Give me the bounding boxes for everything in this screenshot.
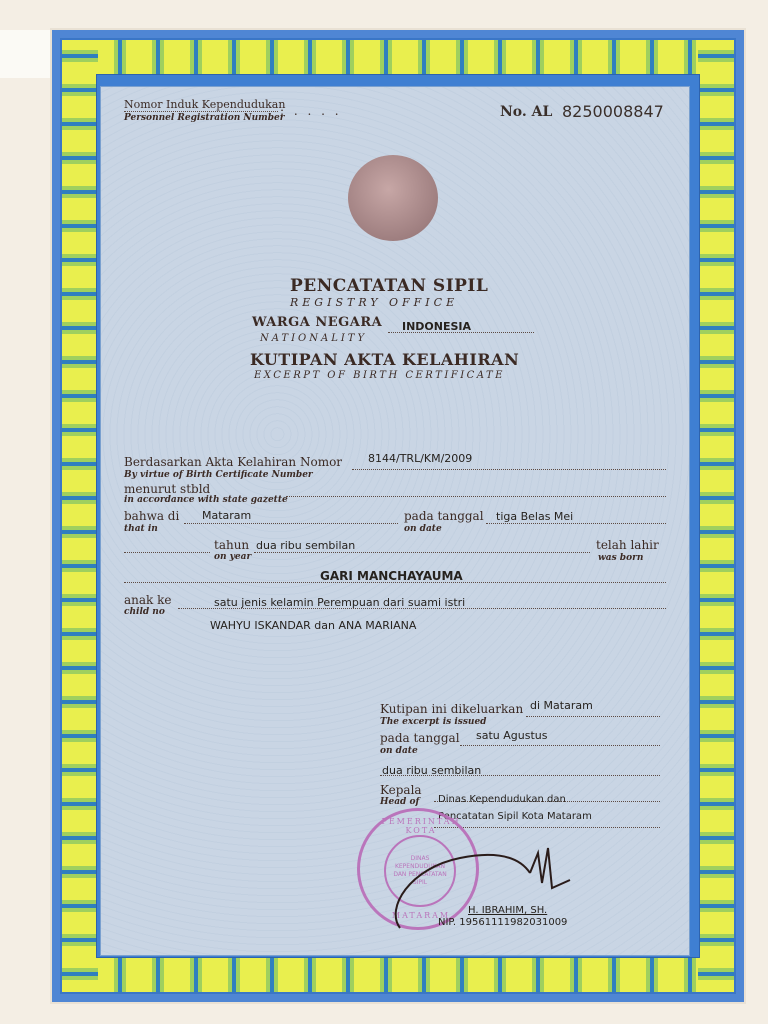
head-label-en: Head of <box>380 797 420 807</box>
date-label-en: on date <box>404 524 442 534</box>
nik-label-en: Personnel Registration Number <box>124 113 285 123</box>
cert-no-label-en: By virtue of Birth Certificate Number <box>124 470 313 480</box>
issued-label-en: The excerpt is issued <box>380 717 487 727</box>
cert-no-label: Berdasarkan Akta Kelahiran Nomor <box>124 455 343 469</box>
number-prefix: No. AL <box>500 104 553 120</box>
child-no-label: anak ke <box>124 593 172 607</box>
date-value: tiga Belas Mei <box>496 510 574 523</box>
issue-date-value: satu Agustus <box>476 729 548 742</box>
certificate-number: 8250008847 <box>562 102 664 121</box>
nationality-label: WARGA NEGARA <box>252 315 383 330</box>
nationality-label-en: NATIONALITY <box>260 333 368 344</box>
year-label: tahun <box>214 538 250 552</box>
nationality-value: INDONESIA <box>402 320 472 333</box>
issue-date-label-en: on date <box>380 746 418 756</box>
child-no-value: satu jenis kelamin Perempuan dari suami istri <box>214 596 466 609</box>
child-name: GARI MANCHAYAUMA <box>320 569 463 583</box>
issue-date-label: pada tanggal <box>380 731 460 745</box>
tape <box>0 30 60 78</box>
place-value: Mataram <box>202 509 252 522</box>
stamp-top-text: PEMERINTAH KOTA <box>381 817 461 835</box>
registry-title: PENCATATAN SIPIL <box>290 276 489 296</box>
excerpt-title: KUTIPAN AKTA KELAHIRAN <box>250 350 520 369</box>
stbld-label: menurut stbld <box>124 482 211 496</box>
nik-dots: : . . . . <box>280 104 342 118</box>
issue-year-value: dua ribu sembilan <box>382 764 482 777</box>
official-name: H. IBRAHIM, SH. <box>468 905 548 916</box>
born-label-en: was born <box>598 553 644 563</box>
year-value: dua ribu sembilan <box>256 539 356 552</box>
issued-value: di Mataram <box>530 699 593 712</box>
child-no-label-en: child no <box>124 607 165 617</box>
excerpt-title-en: EXCERPT OF BIRTH CERTIFICATE <box>254 370 505 381</box>
cert-no-value: 8144/TRL/KM/2009 <box>368 452 473 465</box>
nik-label: Nomor Induk Kependudukan <box>124 98 286 111</box>
head-label: Kepala <box>380 783 422 797</box>
office-line2: Pencatatan Sipil Kota Mataram <box>438 811 592 822</box>
registry-title-en: REGISTRY OFFICE <box>290 296 459 309</box>
year-label-en: on year <box>214 552 252 562</box>
date-label: pada tanggal <box>404 509 484 523</box>
official-nip: NIP. 19561111982031009 <box>438 917 568 928</box>
embossed-seal <box>348 155 438 241</box>
stbld-label-en: in accordance with state gazette <box>124 495 288 505</box>
parents: WAHYU ISKANDAR dan ANA MARIANA <box>210 619 417 632</box>
stamp-bottom-text: MATARAM <box>391 911 451 920</box>
place-label: bahwa di <box>124 509 180 523</box>
office-line1: Dinas Kependudukan dan <box>438 794 566 805</box>
issued-label: Kutipan ini dikeluarkan <box>380 702 524 716</box>
stamp-inner-text: DINAS KEPENDUDUKAN DAN PENCATATAN SIPIL <box>393 855 447 886</box>
born-label: telah lahir <box>596 538 659 552</box>
place-label-en: that in <box>124 524 158 534</box>
